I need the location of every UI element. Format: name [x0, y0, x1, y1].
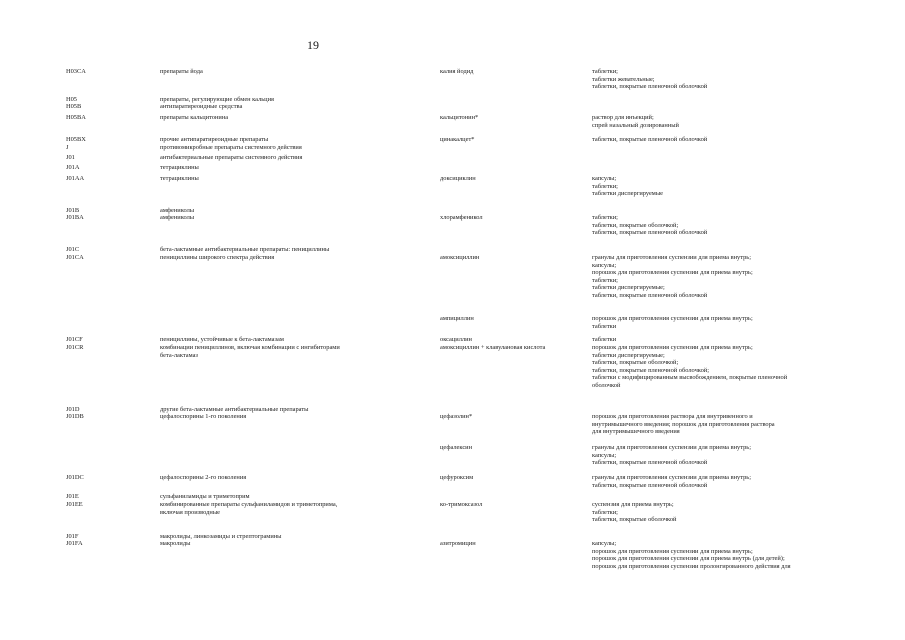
atc-code: J01BA — [66, 214, 84, 221]
drug-name: ампициллин — [440, 315, 474, 322]
group-name: тетрациклины — [160, 175, 199, 182]
dosage-form: таблетки, покрытые оболочкой — [592, 516, 677, 524]
atc-code: J01EE — [66, 501, 83, 508]
dosage-form: порошок для приготовления суспензии для приема внутрь; — [592, 547, 753, 555]
atc-code: J01AA — [66, 175, 85, 182]
group-name: препараты йода — [160, 68, 203, 75]
page-number: 19 — [307, 38, 319, 52]
drug-name: ко-тримоксазол — [440, 501, 483, 508]
atc-code: J01A — [66, 164, 80, 171]
atc-code: J01C — [66, 246, 80, 253]
group-name: противомикробные препараты системного действия — [160, 144, 302, 151]
drug-name: хлорамфеникол — [440, 214, 483, 221]
drug-name: амоксициллин — [440, 254, 480, 261]
dosage-form: таблетки, покрытые оболочкой; — [592, 359, 679, 367]
dosage-form: таблетки, покрытые пленочной оболочкой — [592, 83, 708, 91]
dosage-form: порошок для приготовления суспензии пролонгированного действия для — [592, 562, 791, 570]
dosage-form: порошок для приготовления суспензии для приема внутрь; — [592, 315, 753, 322]
group-name: комбинированные препараты сульфаниламидов и триметоприма, — [160, 501, 338, 508]
dosage-form: внутримышечного введения; порошок для приготовления раствора — [592, 420, 775, 428]
group-name: цефалоспорины 2-го поколения — [160, 474, 247, 481]
dosage-form: гранулы для приготовления суспензии для приема внутрь; — [592, 474, 751, 481]
drug-name: азитромицин — [440, 540, 476, 547]
atc-code: J01FA — [66, 540, 83, 547]
group-name: бета-лактамаз — [160, 351, 198, 359]
dosage-form: таблетки, покрытые оболочкой; — [592, 221, 679, 229]
atc-code: J01D — [66, 406, 80, 413]
dosage-form: таблетки — [592, 322, 617, 330]
drug-name: амоксициллин + клавулановая кислота — [440, 344, 546, 351]
drug-name: оксациллин — [440, 336, 472, 343]
dosage-form: таблетки, покрытые пленочной оболочкой; — [592, 366, 709, 374]
group-name: препараты кальцитонина — [160, 114, 229, 121]
atc-code: J01DB — [66, 413, 84, 420]
dosage-form: капсулы; — [592, 540, 617, 547]
dosage-form: гранулы для приготовления суспензии для приема внутрь; — [592, 444, 751, 451]
dosage-form: таблетки — [592, 336, 617, 343]
atc-code: H03CA — [66, 68, 86, 75]
drug-name: цефуроксим — [440, 474, 474, 481]
drug-name: цефазолин* — [440, 413, 473, 420]
group-name: пенициллины, устойчивые к бета-лактамазам — [160, 336, 284, 343]
dosage-form: таблетки диспергируемые — [592, 190, 663, 198]
group-name: прочие антипаратиреоидные препараты — [160, 136, 269, 143]
dosage-form: таблетки, покрытые пленочной оболочкой — [592, 136, 708, 143]
dosage-form: капсулы; — [592, 261, 617, 269]
group-name: антибактериальные препараты системного действия — [160, 154, 303, 161]
dosage-form: порошок для приготовления раствора для внутривенного и — [592, 413, 753, 420]
group-name: цефалоспорины 1-го поколения — [160, 413, 247, 420]
dosage-form: таблетки диспергируемые; — [592, 351, 665, 359]
drug-name: доксициклин — [440, 175, 476, 182]
dosage-form: порошок для приготовления суспензии для приема внутрь; — [592, 269, 753, 277]
group-name: препараты, регулирующие обмен кальция — [160, 96, 274, 103]
drug-name: цефалексин — [440, 444, 473, 451]
dosage-form: таблетки диспергируемые; — [592, 284, 665, 292]
group-name: макролиды — [160, 540, 191, 547]
dosage-form: таблетки с модифицированным высвобождением, покрытые пленочной — [592, 374, 788, 382]
dosage-form: спрей назальный дозированный — [592, 121, 679, 129]
atc-code: J01 — [66, 154, 75, 161]
dosage-form: оболочкой — [592, 382, 621, 389]
atc-code: J01DC — [66, 474, 84, 481]
drug-name: кальцитонин* — [440, 114, 479, 121]
group-name: макролиды, линкозамиды и стрептограмины — [160, 533, 282, 540]
group-name: включая производные — [160, 508, 220, 516]
atc-code: H05BX — [66, 136, 86, 143]
dosage-form: таблетки; — [592, 214, 618, 221]
dosage-form: порошок для приготовления суспензии для приема внутрь (для детей); — [592, 555, 785, 563]
atc-code: J01E — [66, 493, 79, 500]
atc-code: J — [66, 144, 69, 151]
group-name: амфениколы — [160, 214, 195, 221]
dosage-form: таблетки, покрытые пленочной оболочкой — [592, 459, 708, 467]
atc-code: J01F — [66, 533, 79, 540]
dosage-form: раствор для инъекций; — [592, 114, 654, 121]
group-name: другие бета-лактамные антибактериальные препараты — [160, 406, 309, 413]
drug-name: цинакалцет* — [440, 136, 475, 143]
dosage-form: порошок для приготовления суспензии для приема внутрь; — [592, 344, 753, 351]
atc-code: J01CR — [66, 344, 84, 351]
group-name: антипаратиреоидные средства — [160, 103, 243, 110]
atc-code: H05B — [66, 103, 82, 110]
group-name: пенициллины широкого спектра действия — [160, 254, 275, 261]
dosage-form: капсулы; — [592, 175, 617, 182]
dosage-form: таблетки, покрытые пленочной оболочкой — [592, 292, 708, 299]
dosage-form: таблетки, покрытые пленочной оболочкой — [592, 229, 708, 237]
group-name: комбинации пенициллинов, включая комбинации с ингибиторами — [160, 344, 340, 351]
dosage-form: таблетки; — [592, 182, 618, 190]
group-name: бета-лактамные антибактериальные препараты: пенициллины — [160, 246, 330, 253]
group-name: тетрациклины — [160, 164, 199, 171]
group-name: амфениколы — [160, 207, 195, 214]
atc-code: J01B — [66, 207, 80, 214]
dosage-form: таблетки, покрытые пленочной оболочкой — [592, 481, 708, 489]
atc-code: J01CA — [66, 254, 84, 261]
drug-name: калия йодид — [440, 68, 474, 75]
group-name: сульфаниламиды и триметоприм — [160, 493, 250, 500]
dosage-form: таблетки; — [592, 68, 618, 75]
dosage-form: суспензия для приема внутрь; — [592, 501, 674, 508]
dosage-form: капсулы; — [592, 451, 617, 459]
atc-code: J01CF — [66, 336, 83, 343]
dosage-form: таблетки; — [592, 508, 618, 516]
dosage-form: таблетки; — [592, 276, 618, 284]
atc-code: H05BA — [66, 114, 86, 121]
dosage-form: гранулы для приготовления суспензии для приема внутрь; — [592, 254, 751, 261]
atc-code: H05 — [66, 96, 78, 103]
dosage-form: для внутримышечного введения — [592, 428, 680, 436]
dosage-form: таблетки жевательные; — [592, 75, 655, 83]
